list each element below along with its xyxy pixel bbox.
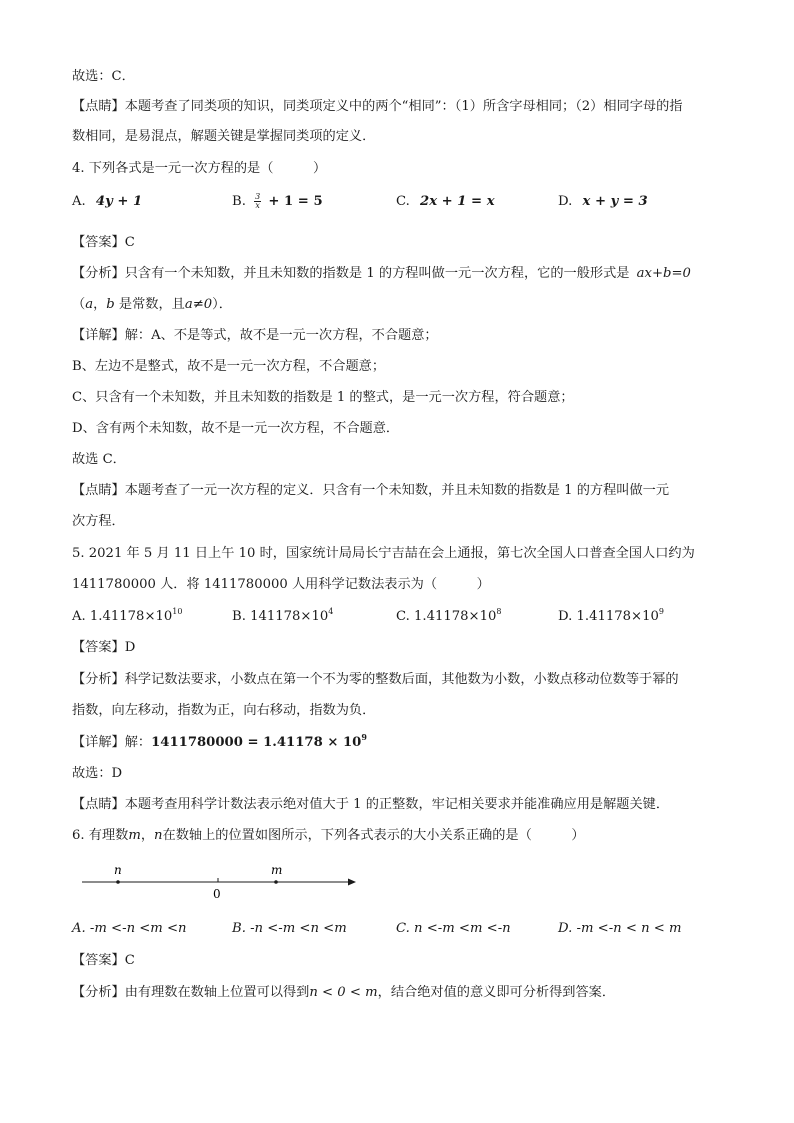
option-d: [558, 193, 648, 211]
text-line: 数相同，是易混点，解题关键是掌握同类项的定义．: [72, 129, 376, 144]
exponent: 9: [658, 606, 664, 616]
math-expression: + 1 = 5: [268, 194, 323, 209]
math-expression: 2x + 1 = x: [420, 194, 495, 209]
analysis-text: 【分析】由有理数在数轴上位置可以得到: [72, 985, 310, 1000]
number-line-figure: [72, 860, 372, 906]
remark-line: 【点睛】本题考查用科学计数法表示绝对值大于 1 的正整数，牢记相关要求并能准确应用是解题关键．: [72, 797, 670, 812]
option-a: [72, 193, 142, 211]
math-variable: n: [154, 828, 163, 843]
option-a: [72, 608, 182, 626]
option-a: A. -m <-n <m <n: [72, 921, 187, 936]
option-b: [232, 193, 323, 211]
exponent: 9: [361, 731, 367, 742]
option-label: B.: [232, 194, 246, 209]
math-variable: a: [85, 297, 94, 312]
arrow-head-icon: [348, 879, 356, 886]
option-b: B. -n <-m <n <m: [232, 921, 347, 936]
question-5-stem: 1411780000 人．将 1411780000 人用科学记数法表示为（ ）: [72, 577, 490, 592]
option-d: [558, 608, 664, 626]
label-m: m: [271, 863, 283, 877]
analysis-line: [72, 984, 615, 1002]
option-text: A. 1.41178×10: [72, 609, 173, 624]
analysis-line: [72, 296, 232, 314]
point-n: [116, 880, 120, 884]
label-n: n: [114, 863, 122, 877]
selection-line: 故选 C．: [72, 452, 126, 467]
text-fragment: 是常数，且: [114, 297, 185, 312]
question-4-stem: 4. 下列各式是一元一次方程的是（ ）: [72, 161, 327, 176]
detail-line: [72, 731, 367, 752]
detail-line: 【详解】解：A、不是等式，故不是一元一次方程，不合题意；: [72, 328, 438, 343]
detail-line: C、只含有一个未知数，并且未知数的指数是 1 的整式，是一元一次方程，符合题意；: [72, 390, 574, 405]
exponent: 8: [496, 606, 502, 616]
option-c: C. n <-m <m <-n: [396, 921, 511, 936]
option-c: [396, 193, 495, 211]
option-c: [396, 608, 501, 626]
label-zero: 0: [213, 887, 221, 901]
text-line: 故选：C．: [72, 69, 135, 84]
option-b: [232, 608, 333, 626]
remark-line: 次方程．: [72, 514, 125, 529]
analysis-line: 【分析】科学记数法要求，小数点在第一个不为零的整数后面，其他数为小数，小数点移动位数等于幂的: [72, 672, 679, 687]
option-d: D. -m <-n < n < m: [558, 921, 682, 936]
math-expression: a≠0: [184, 297, 213, 312]
math-variable: m: [128, 828, 141, 843]
option-label: A.: [72, 194, 86, 209]
math-expression: 4y + 1: [95, 194, 143, 209]
fraction-denominator: x: [255, 201, 260, 210]
text-fragment: ，: [140, 828, 155, 843]
math-expression: ax+b=0: [636, 266, 691, 281]
fraction-numerator: 3: [255, 192, 261, 201]
option-text: B. 141178×10: [232, 609, 329, 624]
math-expression: x + y = 3: [582, 194, 648, 209]
detail-text: 【详解】解：: [72, 735, 152, 750]
analysis-line: [72, 265, 691, 283]
option-text: C. 1.41178×10: [396, 609, 497, 624]
answer-line: 【答案】C: [72, 953, 135, 968]
math-expression: n < 0 < m: [309, 985, 378, 1000]
text-fragment: （: [72, 297, 86, 312]
detail-line: D、含有两个未知数，故不是一元一次方程，不合题意．: [72, 421, 400, 436]
text-fragment: ，: [93, 297, 107, 312]
answer-line: 【答案】D: [72, 640, 136, 655]
option-label: C.: [396, 194, 410, 209]
remark-line: 【点睛】本题考查了一元一次方程的定义．只含有一个未知数，并且未知数的指数是 1 的方程叫做一元: [72, 483, 670, 498]
math-variable: b: [106, 297, 115, 312]
analysis-line: 指数，向左移动，指数为正，向右移动，指数为负．: [72, 703, 376, 718]
text-fragment: 在数轴上的位置如图所示，下列各式表示的大小关系正确的是（ ）: [162, 828, 585, 843]
option-text: D. 1.41178×10: [558, 609, 659, 624]
exponent: 4: [328, 606, 334, 616]
text-line: 【点睛】本题考查了同类项的知识，同类项定义中的两个“相同”：（1）所含字母相同；（2）相同字母的指: [72, 99, 683, 114]
text-fragment: ）．: [212, 297, 232, 312]
analysis-text: 【分析】只含有一个未知数，并且未知数的指数是 1 的方程叫做一元一次方程，它的一般形式是: [72, 266, 630, 281]
question-5-stem: 5. 2021 年 5 月 11 日上午 10 时，国家统计局局长宁吉喆在会上通报，第七次全国人口普查全国人口约为: [72, 546, 695, 561]
point-m: [274, 880, 278, 884]
text-fragment: 6. 有理数: [72, 828, 129, 843]
selection-line: 故选：D: [72, 766, 123, 781]
math-expression: 1411780000 = 1.41178 × 10: [151, 735, 362, 750]
fraction: [254, 193, 261, 210]
analysis-text: ，结合绝对值的意义即可分析得到答案．: [377, 985, 616, 1000]
question-6-stem: [72, 827, 585, 845]
detail-line: B、左边不是整式，故不是一元一次方程，不合题意；: [72, 359, 386, 374]
exponent: 10: [172, 606, 183, 616]
answer-line: 【答案】C: [72, 235, 135, 250]
option-label: D.: [558, 194, 573, 209]
